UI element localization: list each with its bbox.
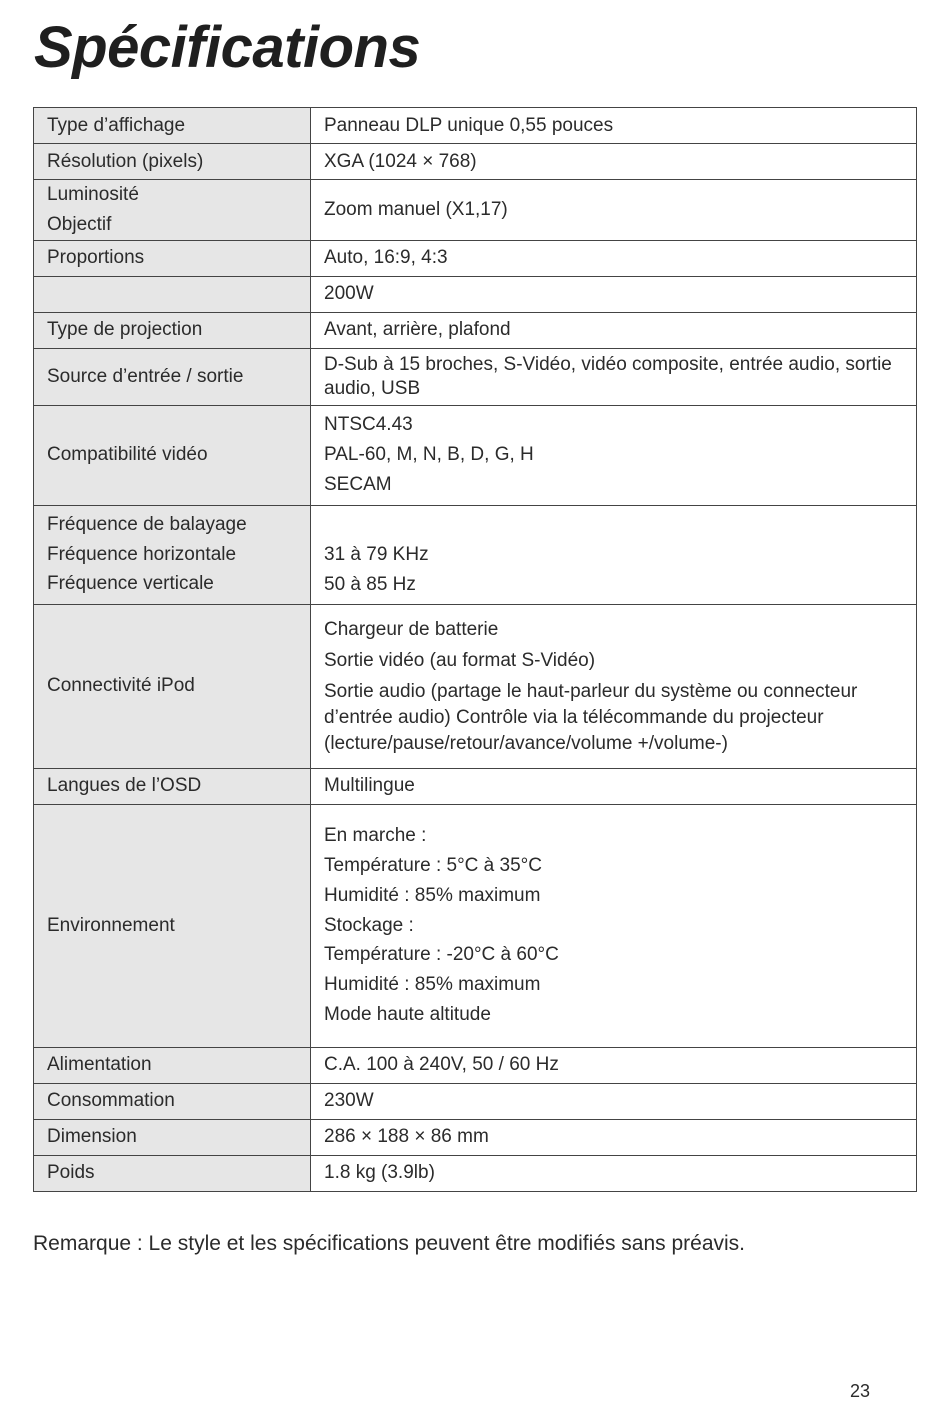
spec-label — [34, 276, 311, 312]
table-row — [34, 505, 917, 604]
spec-label: Dimension — [34, 1119, 311, 1155]
table-row — [34, 108, 917, 144]
table-row — [34, 276, 917, 312]
spec-label: Langues de l’OSD — [34, 768, 311, 804]
spec-value: NTSC4.43 PAL-60, M, N, B, D, G, H SECAM — [311, 405, 917, 505]
spec-value: En marche : Température : 5°C à 35°C Humidité : 85% maximum Stockage : Température : -20°C à 60°C Humidité : 85% maximum Mode haute altitude — [311, 804, 917, 1047]
table-row — [34, 312, 917, 348]
spec-label: Consommation — [34, 1083, 311, 1119]
spec-label: Compatibilité vidéo — [34, 405, 311, 505]
table-row — [34, 240, 917, 276]
spec-value: Multilingue — [311, 768, 917, 804]
spec-value: 200W — [311, 276, 917, 312]
spec-label: Proportions — [34, 240, 311, 276]
spec-value: Panneau DLP unique 0,55 pouces — [311, 108, 917, 144]
spec-label: Environnement — [34, 804, 311, 1047]
spec-label: Poids — [34, 1155, 311, 1191]
spec-label: Luminosité Objectif — [34, 180, 311, 241]
spec-value: 31 à 79 KHz 50 à 85 Hz — [311, 505, 917, 604]
spec-value: XGA (1024 × 768) — [311, 144, 917, 180]
table-row — [34, 1155, 917, 1191]
table-row — [34, 405, 917, 505]
spec-label: Source d’entrée / sortie — [34, 348, 311, 405]
spec-value: D-Sub à 15 broches, S-Vidéo, vidéo composite, entrée audio, sortie audio, USB — [311, 348, 917, 405]
specifications-table — [33, 107, 917, 1192]
spec-label: Alimentation — [34, 1047, 311, 1083]
table-row — [34, 804, 917, 1047]
spec-value: 230W — [311, 1083, 917, 1119]
spec-value: Chargeur de batterie Sortie vidéo (au format S-Vidéo) Sortie audio (partage le haut-parleur du système ou connecteur d’entrée audio) Contrôle via la télécommande du projecteur (lecture/pause/retour/avance/volume +/volume-) — [311, 604, 917, 768]
spec-label: Fréquence de balayage Fréquence horizontale Fréquence verticale — [34, 505, 311, 604]
table-row — [34, 180, 917, 241]
table-row — [34, 348, 917, 405]
table-row — [34, 1119, 917, 1155]
spec-value: 1.8 kg (3.9lb) — [311, 1155, 917, 1191]
spec-label: Type de projection — [34, 312, 311, 348]
table-row — [34, 1083, 917, 1119]
table-row — [34, 1047, 917, 1083]
spec-value: Zoom manuel (X1,17) — [311, 180, 917, 241]
spec-value: C.A. 100 à 240V, 50 / 60 Hz — [311, 1047, 917, 1083]
spec-label: Type d’affichage — [34, 108, 311, 144]
spec-value: 286 × 188 × 86 mm — [311, 1119, 917, 1155]
page-number: 23 — [850, 1381, 871, 1401]
spec-label: Connectivité iPod — [34, 604, 311, 768]
remark-note: Remarque : Le style et les spécifications peuvent être modifiés sans préavis. — [33, 1232, 746, 1255]
page-title: Spécifications — [34, 15, 421, 80]
table-row — [34, 768, 917, 804]
table-row — [34, 144, 917, 180]
table-row — [34, 604, 917, 768]
spec-label: Résolution (pixels) — [34, 144, 311, 180]
spec-value: Auto, 16:9, 4:3 — [311, 240, 917, 276]
spec-value: Avant, arrière, plafond — [311, 312, 917, 348]
